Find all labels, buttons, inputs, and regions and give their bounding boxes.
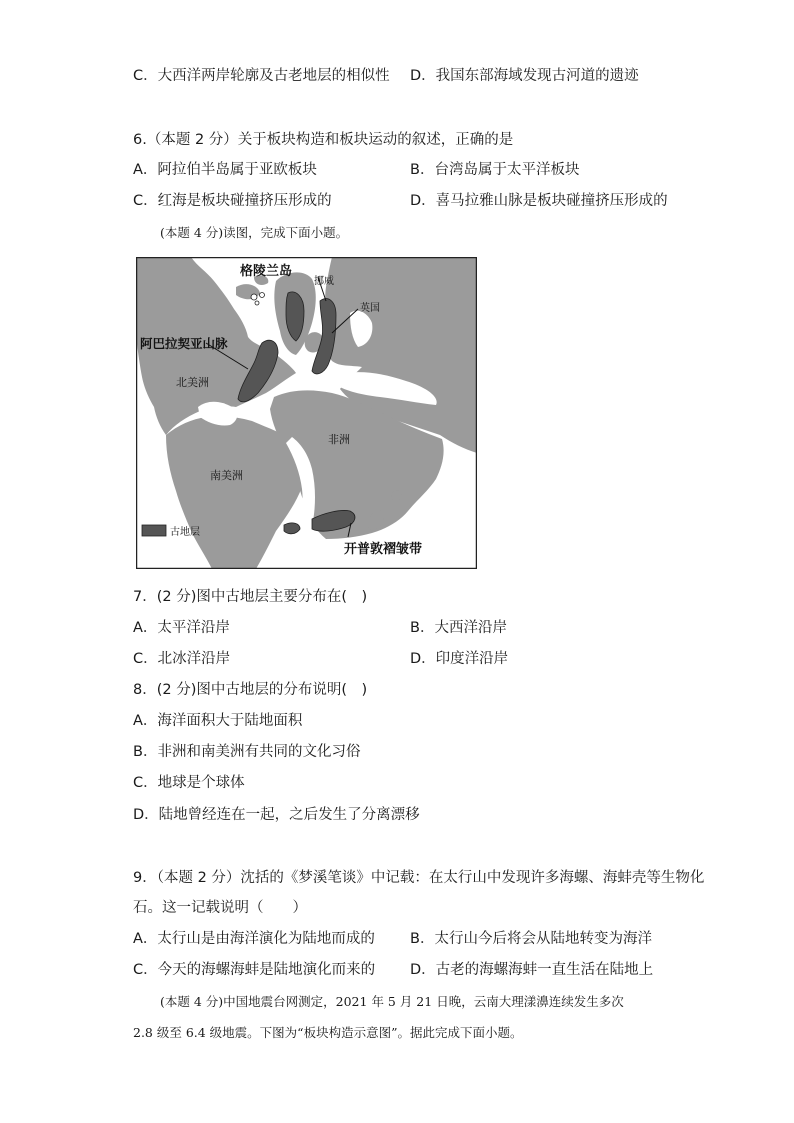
group1-intro: (本题 4 分)读图，完成下面小题。 <box>160 225 349 240</box>
q7-option-c: C．北冰洋沿岸 <box>133 651 231 667</box>
q9-option-d: D．古老的海螺海蚌一直生活在陆地上 <box>410 962 654 978</box>
group2-intro-line1: (本题 4 分)中国地震台网测定，2021 年 5 月 21 日晚，云南大理漾濞连续发生多次 <box>160 994 624 1009</box>
group2-intro-line2: 2.8 级至 6.4 级地震。下图为“板块构造示意图”。据此完成下面小题。 <box>133 1025 523 1040</box>
q6-option-c: C．红海是板块碰撞挤压形成的 <box>133 193 332 209</box>
q6-option-d: D．喜马拉雅山脉是板块碰撞挤压形成的 <box>410 193 668 209</box>
label-appalachian: 阿巴拉契亚山脉 <box>140 336 228 351</box>
label-north-america: 北美洲 <box>176 376 209 389</box>
q9-option-a: A．太行山是由海洋演化为陆地而成的 <box>133 931 375 947</box>
q8-option-c: C．地球是个球体 <box>133 775 245 791</box>
q6-option-a: A．阿拉伯半岛属于亚欧板块 <box>133 162 317 178</box>
label-norway: 挪威 <box>314 276 334 287</box>
pangaea-map <box>136 257 477 569</box>
q6-stem: 6.（本题 2 分）关于板块构造和板块运动的叙述，正确的是 <box>133 132 514 148</box>
q9-stem-line1: 9．（本题 2 分）沈括的《梦溪笔谈》中记载：在太行山中发现许多海螺、海蚌壳等生物化 <box>133 870 705 886</box>
label-cape-belt: 开普敦褶皱带 <box>344 542 423 557</box>
q8-option-b: B．非洲和南美洲有共同的文化习俗 <box>133 744 361 760</box>
q7-option-b: B．大西洋沿岸 <box>410 620 507 636</box>
label-uk: 英国 <box>360 303 380 314</box>
q7-option-d: D．印度洋沿岸 <box>410 651 509 667</box>
q8-option-d: D．陆地曾经连在一起，之后发生了分离漂移 <box>133 807 420 823</box>
q5-option-c: C．大西洋两岸轮廓及古老地层的相似性 <box>133 68 390 84</box>
legend-swatch <box>142 525 166 536</box>
q9-option-b: B．太行山今后将会从陆地转变为海洋 <box>410 931 652 947</box>
q9-option-c: C．今天的海螺海蚌是陆地演化而来的 <box>133 962 376 978</box>
q7-option-a: A．太平洋沿岸 <box>133 620 230 636</box>
q8-option-a: A．海洋面积大于陆地面积 <box>133 713 303 729</box>
q9-stem-line2: 石。这一记载说明（ ） <box>133 900 307 916</box>
q5-option-d: D．我国东部海域发现古河道的遗迹 <box>410 68 639 84</box>
label-africa: 非洲 <box>328 433 350 446</box>
legend-label: 古地层 <box>170 527 200 538</box>
q8-stem: 8．(2 分)图中古地层的分布说明( ) <box>133 682 368 698</box>
label-south-america: 南美洲 <box>210 469 243 482</box>
q6-option-b: B．台湾岛属于太平洋板块 <box>410 162 580 178</box>
label-greenland: 格陵兰岛 <box>240 264 293 279</box>
q7-stem: 7．(2 分)图中古地层主要分布在( ) <box>133 589 368 605</box>
